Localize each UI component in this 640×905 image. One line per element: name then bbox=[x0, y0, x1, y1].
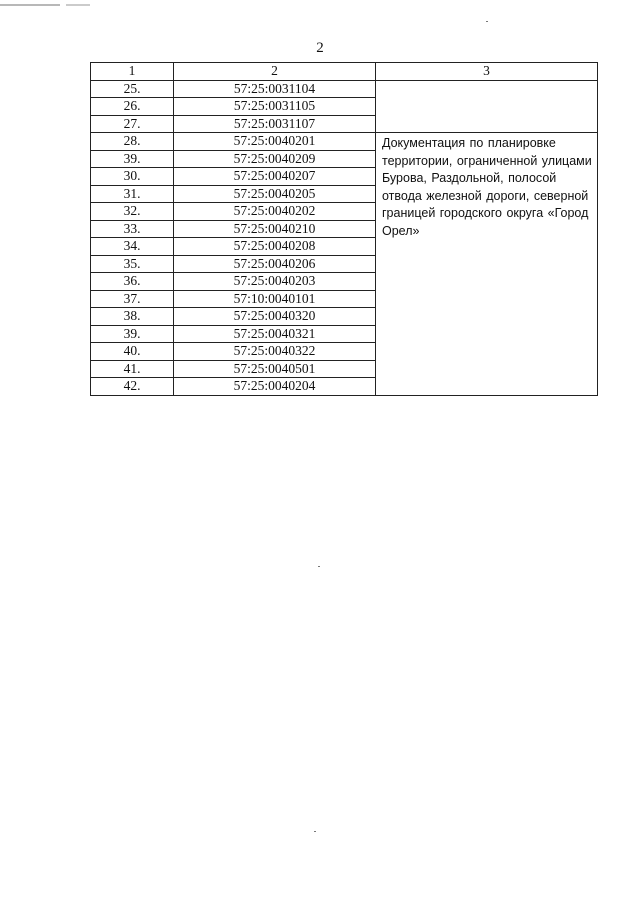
row-number: 39. bbox=[91, 150, 174, 168]
row-number: 42. bbox=[91, 378, 174, 396]
cadastral-code: 57:25:0040203 bbox=[174, 273, 376, 291]
cadastral-code: 57:25:0040204 bbox=[174, 378, 376, 396]
row-number: 27. bbox=[91, 115, 174, 133]
cadastral-code: 57:25:0031107 bbox=[174, 115, 376, 133]
cadastral-code: 57:25:0040320 bbox=[174, 308, 376, 326]
cadastral-code: 57:25:0040205 bbox=[174, 185, 376, 203]
table-row bbox=[91, 80, 598, 98]
cadastral-code: 57:25:0040321 bbox=[174, 325, 376, 343]
row-number: 30. bbox=[91, 168, 174, 186]
row-number: 33. bbox=[91, 220, 174, 238]
cadastral-code: 57:25:0040209 bbox=[174, 150, 376, 168]
row-number: 37. bbox=[91, 290, 174, 308]
scan-speck bbox=[486, 21, 488, 22]
table-row bbox=[91, 133, 598, 151]
cadastral-code: 57:25:0040206 bbox=[174, 255, 376, 273]
group-2-description: Документация по планировке территории, ограниченной улицами Бурова, Раздольной, полосой отвода железной дороги, северной границей городского округа «Город Орел» bbox=[376, 133, 598, 396]
row-number: 35. bbox=[91, 255, 174, 273]
cadastral-code: 57:10:0040101 bbox=[174, 290, 376, 308]
header-cell-1: 1 bbox=[91, 63, 174, 81]
parcel-table bbox=[90, 62, 598, 396]
row-number: 36. bbox=[91, 273, 174, 291]
row-number: 28. bbox=[91, 133, 174, 151]
row-number: 31. bbox=[91, 185, 174, 203]
cadastral-code: 57:25:0031104 bbox=[174, 80, 376, 98]
row-number: 39. bbox=[91, 325, 174, 343]
row-number: 34. bbox=[91, 238, 174, 256]
scan-speck bbox=[318, 566, 320, 567]
cadastral-code: 57:25:0040210 bbox=[174, 220, 376, 238]
table-header-row bbox=[91, 63, 598, 81]
row-number: 25. bbox=[91, 80, 174, 98]
cadastral-code: 57:25:0040207 bbox=[174, 168, 376, 186]
row-number: 32. bbox=[91, 203, 174, 221]
row-number: 40. bbox=[91, 343, 174, 361]
cadastral-code: 57:25:0040208 bbox=[174, 238, 376, 256]
group-1-description bbox=[376, 80, 598, 133]
cadastral-code: 57:25:0040202 bbox=[174, 203, 376, 221]
header-cell-2: 2 bbox=[174, 63, 376, 81]
row-number: 41. bbox=[91, 360, 174, 378]
cadastral-code: 57:25:0031105 bbox=[174, 98, 376, 116]
cadastral-code: 57:25:0040501 bbox=[174, 360, 376, 378]
scan-speck bbox=[314, 831, 316, 832]
row-number: 26. bbox=[91, 98, 174, 116]
cadastral-code: 57:25:0040322 bbox=[174, 343, 376, 361]
page-number: 2 bbox=[316, 40, 324, 56]
parcel-table-container bbox=[90, 62, 597, 396]
header-cell-3: 3 bbox=[376, 63, 598, 81]
row-number: 38. bbox=[91, 308, 174, 326]
scan-artifact bbox=[0, 4, 90, 6]
cadastral-code: 57:25:0040201 bbox=[174, 133, 376, 151]
